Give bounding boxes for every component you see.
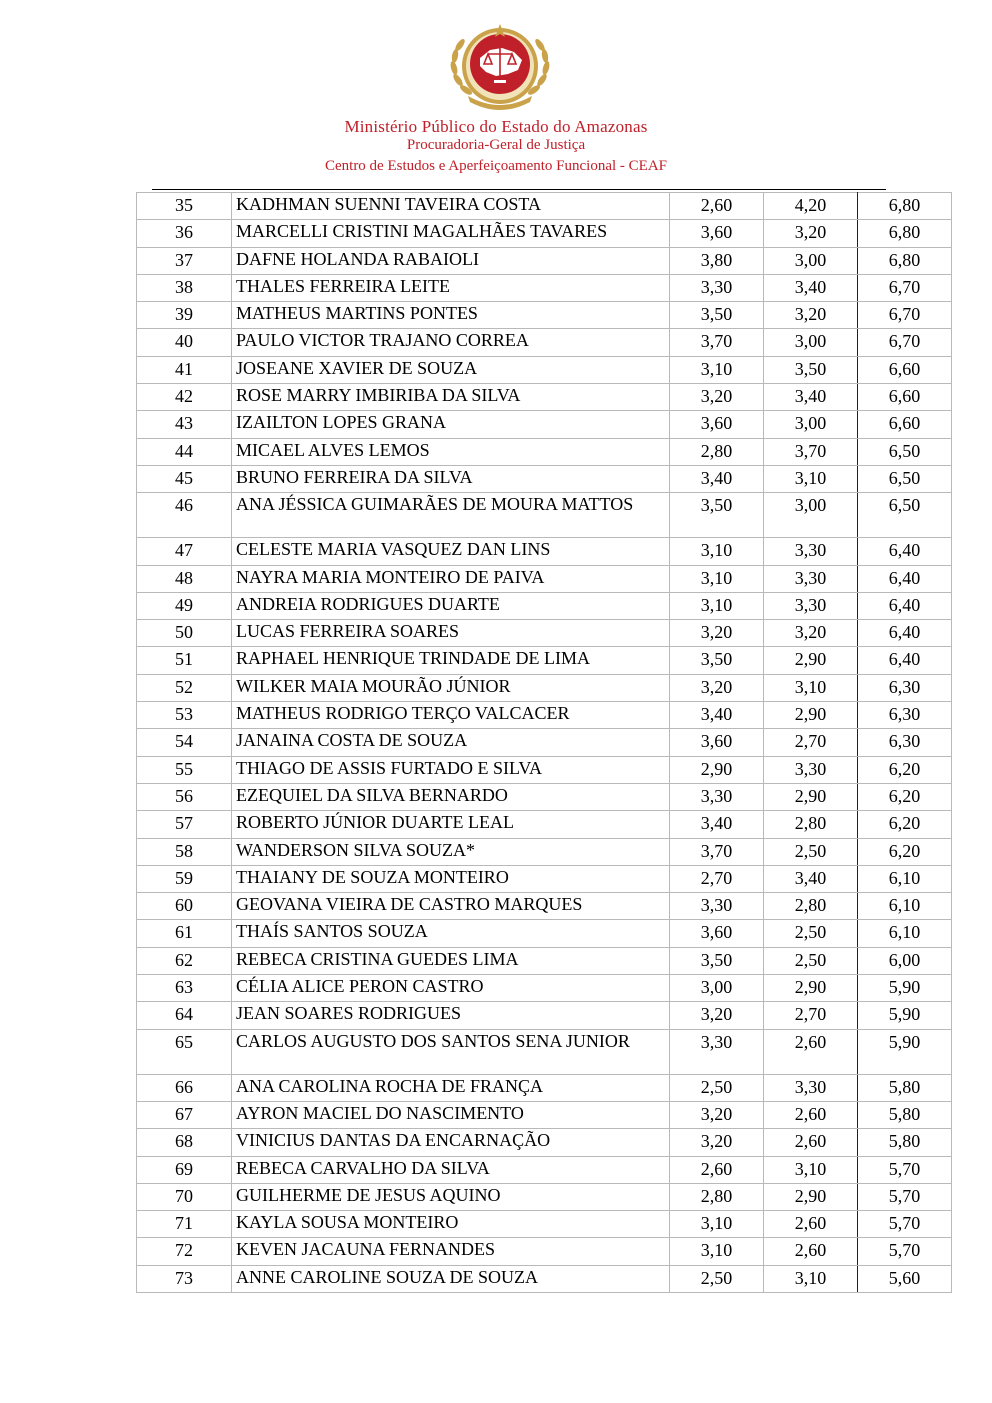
- row-number: 36: [137, 220, 232, 247]
- center-name: Centro de Estudos e Aperfeiçoamento Funcional - CEAF: [324, 158, 667, 174]
- table-row: [137, 438, 952, 465]
- score-a: 3,20: [670, 1002, 764, 1029]
- score-a: 3,10: [670, 1211, 764, 1238]
- score-a: 3,20: [670, 674, 764, 701]
- score-total: 6,50: [858, 465, 952, 492]
- score-a: 3,60: [670, 220, 764, 247]
- department-name: Procuradoria-Geral de Justiça: [406, 137, 586, 153]
- score-a: 3,80: [670, 247, 764, 274]
- row-number: 40: [137, 329, 232, 356]
- row-number: 63: [137, 975, 232, 1002]
- table-row: [137, 702, 952, 729]
- candidate-name: KAYLA SOUSA MONTEIRO: [232, 1211, 670, 1238]
- score-total: 6,50: [858, 493, 952, 538]
- score-a: 2,90: [670, 756, 764, 783]
- header-divider: [152, 189, 886, 190]
- score-total: 6,70: [858, 274, 952, 301]
- score-a: 3,30: [670, 783, 764, 810]
- score-a: 3,70: [670, 329, 764, 356]
- candidate-name: THAIANY DE SOUZA MONTEIRO: [232, 865, 670, 892]
- score-total: 6,40: [858, 620, 952, 647]
- score-total: 6,30: [858, 674, 952, 701]
- candidate-name: ANA CAROLINA ROCHA DE FRANÇA: [232, 1074, 670, 1101]
- candidate-name: NAYRA MARIA MONTEIRO DE PAIVA: [232, 565, 670, 592]
- table-row: [137, 247, 952, 274]
- table-row: [137, 947, 952, 974]
- table-row: [137, 592, 952, 619]
- candidate-name: MATHEUS MARTINS PONTES: [232, 302, 670, 329]
- row-number: 66: [137, 1074, 232, 1101]
- score-a: 2,60: [670, 1156, 764, 1183]
- ministerio-publico-seal-icon: [444, 22, 556, 114]
- score-b: 2,60: [764, 1101, 858, 1128]
- row-number: 64: [137, 1002, 232, 1029]
- score-total: 6,80: [858, 247, 952, 274]
- row-number: 53: [137, 702, 232, 729]
- score-b: 2,60: [764, 1029, 858, 1074]
- score-b: 2,70: [764, 729, 858, 756]
- score-b: 3,10: [764, 674, 858, 701]
- score-a: 3,50: [670, 647, 764, 674]
- score-total: 5,80: [858, 1129, 952, 1156]
- score-b: 2,90: [764, 783, 858, 810]
- score-b: 2,90: [764, 975, 858, 1002]
- score-total: 5,70: [858, 1238, 952, 1265]
- score-a: 2,50: [670, 1074, 764, 1101]
- score-total: 6,70: [858, 302, 952, 329]
- score-a: 3,10: [670, 592, 764, 619]
- candidate-name: JOSEANE XAVIER DE SOUZA: [232, 356, 670, 383]
- table-row: [137, 565, 952, 592]
- candidate-name: REBECA CRISTINA GUEDES LIMA: [232, 947, 670, 974]
- score-b: 3,70: [764, 438, 858, 465]
- score-total: 6,60: [858, 384, 952, 411]
- table-row: [137, 729, 952, 756]
- score-a: 2,80: [670, 1183, 764, 1210]
- table-row: [137, 1029, 952, 1074]
- score-b: 4,20: [764, 193, 858, 220]
- score-b: 2,80: [764, 811, 858, 838]
- score-b: 3,10: [764, 1265, 858, 1292]
- score-b: 3,40: [764, 384, 858, 411]
- row-number: 45: [137, 465, 232, 492]
- score-total: 6,40: [858, 647, 952, 674]
- candidate-name: CARLOS AUGUSTO DOS SANTOS SENA JUNIOR: [232, 1029, 670, 1074]
- score-total: 6,50: [858, 438, 952, 465]
- score-b: 3,20: [764, 220, 858, 247]
- score-total: 6,40: [858, 565, 952, 592]
- row-number: 43: [137, 411, 232, 438]
- score-a: 3,10: [670, 565, 764, 592]
- score-b: 2,50: [764, 947, 858, 974]
- score-total: 5,70: [858, 1211, 952, 1238]
- table-row: [137, 384, 952, 411]
- row-number: 39: [137, 302, 232, 329]
- candidate-name: PAULO VICTOR TRAJANO CORREA: [232, 329, 670, 356]
- table-row: [137, 756, 952, 783]
- candidate-name: DAFNE HOLANDA RABAIOLI: [232, 247, 670, 274]
- candidate-name: EZEQUIEL DA SILVA BERNARDO: [232, 783, 670, 810]
- score-total: 6,60: [858, 411, 952, 438]
- score-a: 3,60: [670, 920, 764, 947]
- score-total: 6,30: [858, 702, 952, 729]
- table-row: [137, 538, 952, 565]
- row-number: 69: [137, 1156, 232, 1183]
- score-b: 2,70: [764, 1002, 858, 1029]
- row-number: 58: [137, 838, 232, 865]
- score-b: 3,30: [764, 538, 858, 565]
- score-total: 6,80: [858, 220, 952, 247]
- score-a: 3,10: [670, 356, 764, 383]
- table-row: [137, 865, 952, 892]
- candidate-name: RAPHAEL HENRIQUE TRINDADE DE LIMA: [232, 647, 670, 674]
- score-total: 6,40: [858, 538, 952, 565]
- score-total: 6,10: [858, 893, 952, 920]
- score-a: 3,30: [670, 893, 764, 920]
- score-b: 2,60: [764, 1129, 858, 1156]
- score-b: 3,00: [764, 493, 858, 538]
- score-a: 3,10: [670, 1238, 764, 1265]
- table-row: [137, 411, 952, 438]
- organization-name: Ministério Público do Estado do Amazonas: [344, 117, 648, 136]
- row-number: 72: [137, 1238, 232, 1265]
- table-row: [137, 674, 952, 701]
- score-a: 3,30: [670, 1029, 764, 1074]
- table-row: [137, 1238, 952, 1265]
- score-a: 3,50: [670, 947, 764, 974]
- table-row: [137, 465, 952, 492]
- score-b: 3,20: [764, 620, 858, 647]
- row-number: 47: [137, 538, 232, 565]
- score-a: 3,30: [670, 274, 764, 301]
- score-a: 2,60: [670, 193, 764, 220]
- row-number: 46: [137, 493, 232, 538]
- score-total: 5,70: [858, 1156, 952, 1183]
- row-number: 54: [137, 729, 232, 756]
- score-b: 2,80: [764, 893, 858, 920]
- candidate-name: MARCELLI CRISTINI MAGALHÃES TAVARES: [232, 220, 670, 247]
- candidate-name: CELESTE MARIA VASQUEZ DAN LINS: [232, 538, 670, 565]
- score-a: 2,70: [670, 865, 764, 892]
- candidate-name: CÉLIA ALICE PERON CASTRO: [232, 975, 670, 1002]
- score-a: 3,20: [670, 1129, 764, 1156]
- row-number: 57: [137, 811, 232, 838]
- score-total: 6,20: [858, 756, 952, 783]
- row-number: 62: [137, 947, 232, 974]
- row-number: 71: [137, 1211, 232, 1238]
- score-total: 5,80: [858, 1101, 952, 1128]
- score-total: 6,80: [858, 193, 952, 220]
- row-number: 49: [137, 592, 232, 619]
- candidate-name: ROSE MARRY IMBIRIBA DA SILVA: [232, 384, 670, 411]
- score-a: 3,50: [670, 493, 764, 538]
- score-b: 3,40: [764, 865, 858, 892]
- candidate-name: THALES FERREIRA LEITE: [232, 274, 670, 301]
- score-b: 3,10: [764, 1156, 858, 1183]
- table-row: [137, 1101, 952, 1128]
- score-b: 3,00: [764, 329, 858, 356]
- score-b: 2,90: [764, 702, 858, 729]
- score-total: 5,70: [858, 1183, 952, 1210]
- row-number: 38: [137, 274, 232, 301]
- table-row: [137, 356, 952, 383]
- table-row: [137, 920, 952, 947]
- score-b: 2,50: [764, 920, 858, 947]
- score-b: 2,60: [764, 1238, 858, 1265]
- candidate-name: LUCAS FERREIRA SOARES: [232, 620, 670, 647]
- table-row: [137, 1074, 952, 1101]
- table-row: [137, 274, 952, 301]
- score-b: 3,00: [764, 411, 858, 438]
- score-total: 6,70: [858, 329, 952, 356]
- candidate-name: KEVEN JACAUNA FERNANDES: [232, 1238, 670, 1265]
- score-total: 5,90: [858, 1002, 952, 1029]
- score-total: 5,60: [858, 1265, 952, 1292]
- score-a: 3,20: [670, 384, 764, 411]
- table-row: [137, 783, 952, 810]
- table-row: [137, 193, 952, 220]
- candidate-name: VINICIUS DANTAS DA ENCARNAÇÃO: [232, 1129, 670, 1156]
- table-row: [137, 493, 952, 538]
- score-a: 2,80: [670, 438, 764, 465]
- row-number: 52: [137, 674, 232, 701]
- score-b: 3,30: [764, 756, 858, 783]
- score-a: 3,60: [670, 411, 764, 438]
- row-number: 51: [137, 647, 232, 674]
- row-number: 67: [137, 1101, 232, 1128]
- candidate-name: GUILHERME DE JESUS AQUINO: [232, 1183, 670, 1210]
- results-table-body: [137, 193, 952, 1293]
- table-row: [137, 1129, 952, 1156]
- score-a: 3,70: [670, 838, 764, 865]
- row-number: 41: [137, 356, 232, 383]
- score-a: 3,40: [670, 811, 764, 838]
- score-total: 5,90: [858, 1029, 952, 1074]
- candidate-name: JEAN SOARES RODRIGUES: [232, 1002, 670, 1029]
- row-number: 44: [137, 438, 232, 465]
- candidate-name: ANA JÉSSICA GUIMARÃES DE MOURA MATTOS: [232, 493, 670, 538]
- table-row: [137, 1002, 952, 1029]
- score-b: 2,50: [764, 838, 858, 865]
- candidate-name: ROBERTO JÚNIOR DUARTE LEAL: [232, 811, 670, 838]
- row-number: 61: [137, 920, 232, 947]
- score-total: 6,60: [858, 356, 952, 383]
- score-a: 3,40: [670, 702, 764, 729]
- row-number: 59: [137, 865, 232, 892]
- table-row: [137, 893, 952, 920]
- candidate-name: THAÍS SANTOS SOUZA: [232, 920, 670, 947]
- candidate-name: KADHMAN SUENNI TAVEIRA COSTA: [232, 193, 670, 220]
- score-b: 3,10: [764, 465, 858, 492]
- score-a: 3,60: [670, 729, 764, 756]
- row-number: 42: [137, 384, 232, 411]
- row-number: 60: [137, 893, 232, 920]
- row-number: 50: [137, 620, 232, 647]
- candidate-name: WANDERSON SILVA SOUZA*: [232, 838, 670, 865]
- row-number: 73: [137, 1265, 232, 1292]
- candidate-name: JANAINA COSTA DE SOUZA: [232, 729, 670, 756]
- results-table: [136, 192, 952, 1293]
- score-total: 6,20: [858, 811, 952, 838]
- score-b: 3,30: [764, 592, 858, 619]
- candidate-name: REBECA CARVALHO DA SILVA: [232, 1156, 670, 1183]
- row-number: 70: [137, 1183, 232, 1210]
- score-a: 3,40: [670, 465, 764, 492]
- table-row: [137, 620, 952, 647]
- score-total: 5,80: [858, 1074, 952, 1101]
- score-b: 2,90: [764, 647, 858, 674]
- candidate-name: AYRON MACIEL DO NASCIMENTO: [232, 1101, 670, 1128]
- row-number: 56: [137, 783, 232, 810]
- candidate-name: MATHEUS RODRIGO TERÇO VALCACER: [232, 702, 670, 729]
- score-b: 2,60: [764, 1211, 858, 1238]
- table-row: [137, 1211, 952, 1238]
- row-number: 48: [137, 565, 232, 592]
- score-a: 3,20: [670, 1101, 764, 1128]
- table-row: [137, 329, 952, 356]
- score-b: 3,30: [764, 1074, 858, 1101]
- candidate-name: BRUNO FERREIRA DA SILVA: [232, 465, 670, 492]
- row-number: 68: [137, 1129, 232, 1156]
- score-b: 3,30: [764, 565, 858, 592]
- row-number: 65: [137, 1029, 232, 1074]
- score-total: 6,00: [858, 947, 952, 974]
- table-row: [137, 647, 952, 674]
- score-total: 6,30: [858, 729, 952, 756]
- score-a: 3,10: [670, 538, 764, 565]
- candidate-name: MICAEL ALVES LEMOS: [232, 438, 670, 465]
- score-a: 3,50: [670, 302, 764, 329]
- score-b: 3,00: [764, 247, 858, 274]
- row-number: 37: [137, 247, 232, 274]
- candidate-name: WILKER MAIA MOURÃO JÚNIOR: [232, 674, 670, 701]
- candidate-name: GEOVANA VIEIRA DE CASTRO MARQUES: [232, 893, 670, 920]
- candidate-name: ANDREIA RODRIGUES DUARTE: [232, 592, 670, 619]
- score-total: 6,10: [858, 920, 952, 947]
- table-row: [137, 975, 952, 1002]
- row-number: 55: [137, 756, 232, 783]
- score-total: 6,40: [858, 592, 952, 619]
- table-row: [137, 1156, 952, 1183]
- score-b: 2,90: [764, 1183, 858, 1210]
- score-total: 5,90: [858, 975, 952, 1002]
- table-row: [137, 220, 952, 247]
- candidate-name: IZAILTON LOPES GRANA: [232, 411, 670, 438]
- table-row: [137, 838, 952, 865]
- score-b: 3,50: [764, 356, 858, 383]
- score-a: 3,00: [670, 975, 764, 1002]
- score-b: 3,40: [764, 274, 858, 301]
- score-a: 2,50: [670, 1265, 764, 1292]
- score-total: 6,10: [858, 865, 952, 892]
- table-row: [137, 811, 952, 838]
- score-b: 3,20: [764, 302, 858, 329]
- score-total: 6,20: [858, 838, 952, 865]
- table-row: [137, 1183, 952, 1210]
- table-row: [137, 302, 952, 329]
- candidate-name: ANNE CAROLINE SOUZA DE SOUZA: [232, 1265, 670, 1292]
- candidate-name: THIAGO DE ASSIS FURTADO E SILVA: [232, 756, 670, 783]
- score-a: 3,20: [670, 620, 764, 647]
- table-row: [137, 1265, 952, 1292]
- row-number: 35: [137, 193, 232, 220]
- score-total: 6,20: [858, 783, 952, 810]
